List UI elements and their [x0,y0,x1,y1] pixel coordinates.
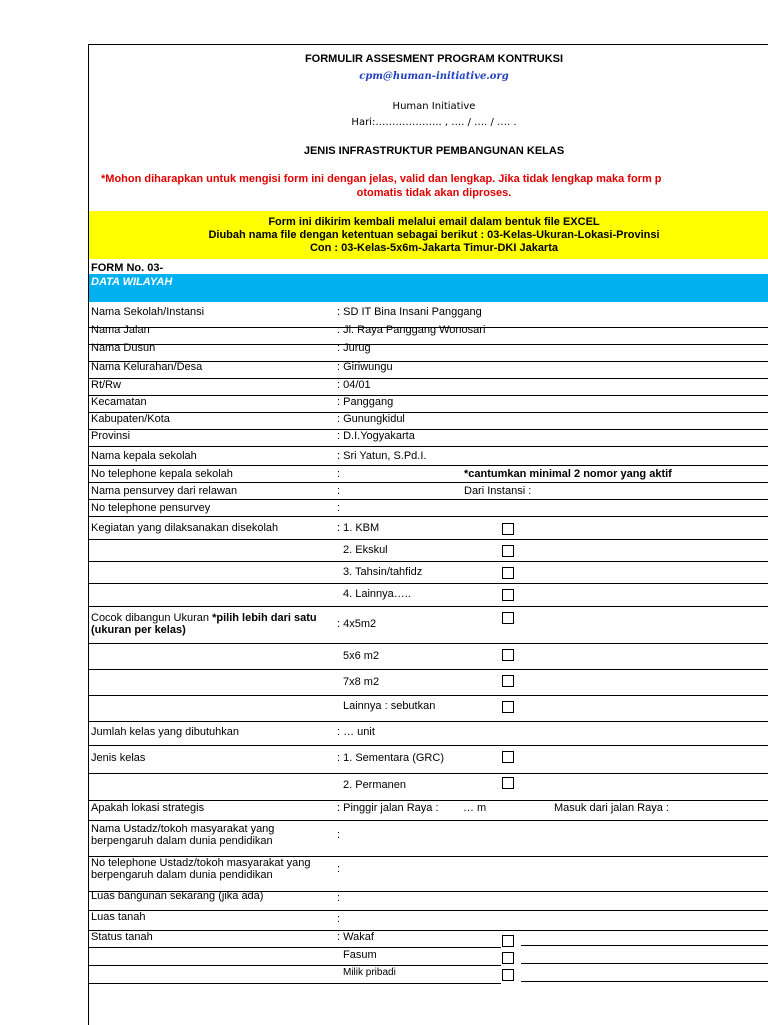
value-building-area[interactable]: : [337,892,341,904]
row-divider [89,965,501,966]
option-permanent: 2. Permanen [343,779,406,791]
label-hamlet: Nama Dusun [91,342,156,354]
section-header [89,274,768,302]
status-detail-line[interactable] [521,963,768,964]
row-divider [89,721,768,722]
row-divider [89,412,768,413]
value-principal[interactable]: : Sri Yatun, S.Pd.I. [337,450,427,462]
label-surveyor-institution: Dari Instansi : [464,485,532,497]
row-divider [89,606,768,607]
option-size-other: Lainnya : sebutkan [343,700,436,712]
label-class-type: Jenis kelas [91,752,146,764]
value-class-count[interactable]: : … unit [337,726,375,738]
checkbox-7x8[interactable] [502,675,514,687]
label-village: Nama Kelurahan/Desa [91,361,203,373]
option-private: Milik pribadi [343,967,396,978]
form-sheet [88,44,768,1025]
checkbox-private[interactable] [502,969,514,981]
row-divider [89,583,768,584]
label-principal: Nama kepala sekolah [91,450,197,462]
status-detail-line[interactable] [521,945,768,946]
label-school-name: Nama Sekolah/Instansi [91,306,205,318]
row-divider [89,800,768,801]
value-street[interactable]: : Jl. Raya Panggang Wonosari [337,324,486,336]
label-community-figure-phone: No telephone Ustadz/tokoh masyarakat yang berpengaruh dalam dunia pendidikan [91,857,311,881]
row-divider [89,561,768,562]
option-tahsin: 3. Tahsin/tahfidz [343,566,423,578]
checkbox-permanent[interactable] [502,777,514,789]
label-building-area: Luas bangunan sekarang (jika ada) [91,890,264,902]
row-divider [89,983,501,984]
value-province[interactable]: : D.I.Yogyakarta [337,430,415,442]
value-district[interactable]: : Panggang [337,396,394,408]
date-line: Hari:……………….. , …. / …. / …. . [351,117,517,128]
label-activities: Kegiatan yang dilaksanakan disekolah [91,522,279,534]
row-divider [89,910,768,911]
label-rt-rw: Rt/Rw [91,379,121,391]
label-street: Nama Jalan [91,324,150,336]
label-distance-from-road: Masuk dari jalan Raya : [554,802,669,814]
warning-text-line2: otomatis tidak akan diproses. [356,187,512,199]
notice-line2: Diubah nama file dengan ketentuan sebagai berikut : 03-Kelas-Ukuran-Lokasi-Provinsi [208,229,660,241]
row-divider [89,516,768,517]
label-community-figure: Nama Ustadz/tokoh masyarakat yang berpengaruh dalam dunia pendidikan [91,823,275,847]
checkbox-tahsin[interactable] [502,567,514,579]
row-divider [89,446,768,447]
value-regency[interactable]: : Gunungkidul [337,413,405,425]
value-land-area[interactable]: : [337,913,341,925]
email-notice-box [89,211,768,259]
option-4x5: : 4x5m2 [337,618,377,630]
option-lainnya: 4. Lainnya….. [343,588,411,600]
row-divider [89,820,768,821]
value-community-figure[interactable]: : [337,829,341,841]
row-divider [89,773,768,774]
label-land-status: Status tanah [91,931,153,943]
row-divider [89,499,768,500]
value-community-figure-phone[interactable]: : [337,863,341,875]
label-class-count: Jumlah kelas yang dibutuhkan [91,726,239,738]
row-divider [89,643,768,644]
row-divider [89,947,501,948]
row-divider [89,930,768,931]
form-subtitle: JENIS INFRASTRUKTUR PEMBANGUNAN KELAS [303,145,565,157]
checkbox-wakaf[interactable] [502,935,514,947]
row-divider [89,429,768,430]
label-strategic-location: Apakah lokasi strategis [91,802,205,814]
notice-line3: Con : 03-Kelas-5x6m-Jakarta Timur-DKI Jakarta [309,242,558,254]
contact-email[interactable]: cpm@human-initiative.org [359,71,509,82]
value-principal-phone[interactable]: : [337,468,341,480]
status-detail-line[interactable] [521,981,768,982]
value-hamlet[interactable]: : Jurug [337,342,371,354]
option-fasum: Fasum [343,949,377,961]
warning-text-line1: *Mohon diharapkan untuk mengisi form ini dengan jelas, valid dan lengkap. Jika tidak lengkap maka form p [101,173,662,185]
option-5x6: 5x6 m2 [343,650,380,662]
row-divider [89,539,768,540]
form-number: FORM No. 03- [91,262,164,274]
value-surveyor-phone[interactable]: : [337,502,341,514]
row-divider [89,378,768,379]
value-school-name[interactable]: : SD IT Bina Insani Panggang [337,306,482,318]
phone-note: *cantumkan minimal 2 nomor yang aktif [464,468,672,480]
form-title: FORMULIR ASSESMENT PROGRAM KONTRUKSI [304,53,564,65]
section-title: DATA WILAYAH [91,276,173,288]
value-roadside-distance[interactable]: … m [463,802,487,814]
option-kbm: : 1. KBM [337,522,380,534]
label-size-note: *pilih lebih dari satu [212,612,317,624]
checkbox-ekskul[interactable] [502,545,514,557]
label-regency: Kabupaten/Kota [91,413,170,425]
checkbox-4x5[interactable] [502,612,514,624]
row-divider [89,695,768,696]
checkbox-temporary[interactable] [502,751,514,763]
label-district: Kecamatan [91,396,147,408]
label-land-area: Luas tanah [91,911,146,923]
checkbox-kbm[interactable] [502,523,514,535]
value-rt-rw[interactable]: : 04/01 [337,379,371,391]
option-temporary: : 1. Sementara (GRC) [337,752,444,764]
label-surveyor: Nama pensurvey dari relawan [91,485,238,497]
row-divider [89,482,768,483]
label-surveyor-phone: No telephone pensurvey [91,502,211,514]
checkbox-fasum[interactable] [502,952,514,964]
row-divider [89,669,768,670]
value-village[interactable]: : Giriwungu [337,361,393,373]
value-roadside[interactable]: : Pinggir jalan Raya : [337,802,439,814]
checkbox-size-other[interactable] [502,701,514,713]
label-size-unit: (ukuran per kelas) [91,624,186,636]
option-ekskul: 2. Ekskul [343,544,388,556]
label-principal-phone: No telephone kepala sekolah [91,468,233,480]
notice-line1: Form ini dikirim kembali melalui email dalam bentuk file EXCEL [268,216,600,228]
checkbox-5x6[interactable] [502,649,514,661]
checkbox-lainnya[interactable] [502,589,514,601]
row-divider [89,395,768,396]
label-size [91,612,317,624]
value-surveyor[interactable]: : [337,485,341,497]
row-divider [89,344,768,345]
row-divider [89,465,768,466]
option-7x8: 7x8 m2 [343,676,380,688]
organization-name: Human Initiative [392,101,476,112]
row-divider [89,745,768,746]
label-size-text: Cocok dibangun Ukuran [91,612,213,624]
option-wakaf: : Wakaf [337,931,374,943]
label-province: Provinsi [91,430,131,442]
